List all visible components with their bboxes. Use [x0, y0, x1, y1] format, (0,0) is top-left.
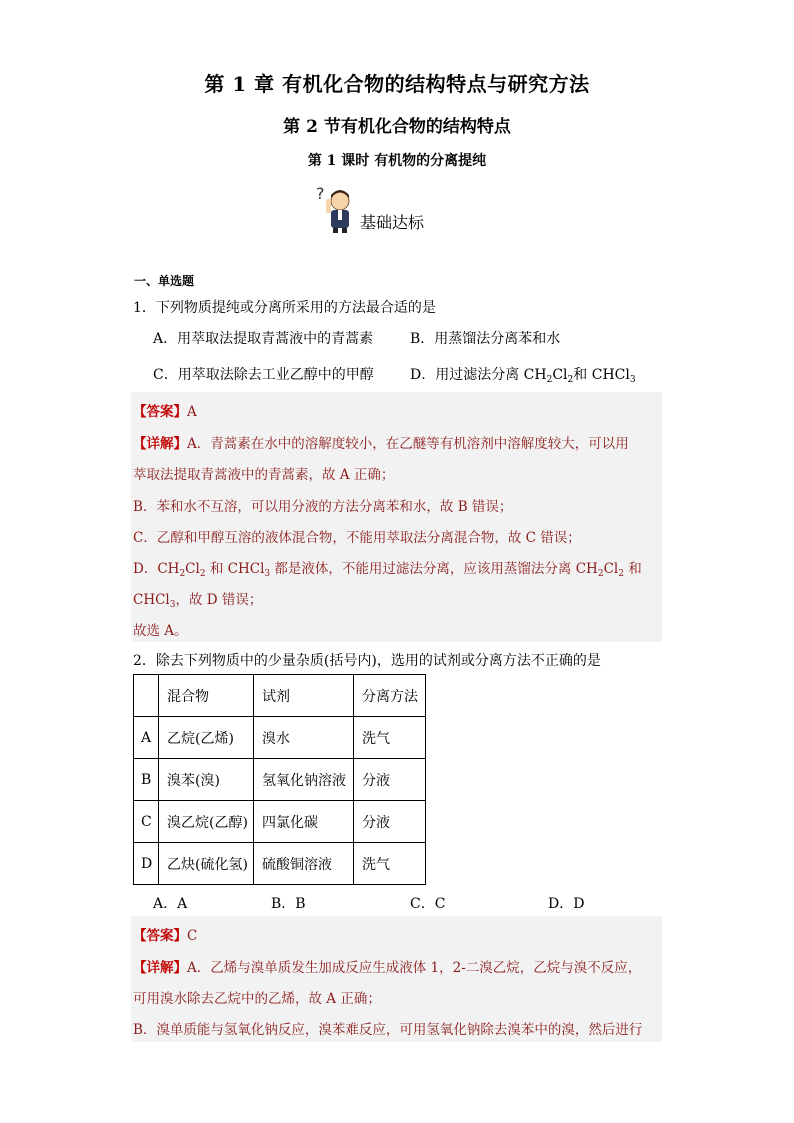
table-cell: 洗气: [354, 717, 426, 759]
table-cell: 乙炔(硫化氢): [159, 843, 254, 885]
table-cell: 溴乙烷(乙醇): [159, 801, 254, 843]
table-cell: B: [134, 759, 159, 801]
table-cell: 分液: [354, 801, 426, 843]
thinking-student-icon: [314, 185, 360, 233]
q2-option-a: A．A: [153, 896, 188, 912]
svg-text:?: ?: [316, 185, 325, 203]
q2-answer: 【答案】C: [133, 928, 198, 944]
table-cell: 四氯化碳: [254, 801, 354, 843]
q1-option-d: D．用过滤法分离 $CH_2Cl_2$和 CHCl$_3$: [410, 367, 636, 385]
q1-explanation-line-3: B．苯和水不互溶，可以用分液的方法分离苯和水，故 B 错误；: [133, 499, 513, 515]
table-row: [134, 759, 426, 801]
table-cell: 溴水: [254, 717, 354, 759]
table-cell: 氢氧化钠溶液: [254, 759, 354, 801]
q1-explanation-line-2: 萃取法提取青蒿液中的青蒿素，故 A 正确；: [133, 467, 395, 483]
table-cell: [134, 675, 159, 717]
table-cell: 硫酸铜溶液: [254, 843, 354, 885]
q1-option-c: C．用萃取法除去工业乙醇中的甲醇: [153, 367, 374, 383]
table-cell: D: [134, 843, 159, 885]
table-header: 试剂: [254, 675, 354, 717]
section-title: 第 2 节有机化合物的结构特点: [283, 117, 511, 137]
lesson-title: 第 1 课时 有机物的分离提纯: [307, 153, 487, 169]
q2-option-b: B．B: [271, 896, 306, 912]
chapter-title: 第 1 章 有机化合物的结构特点与研究方法: [204, 72, 590, 96]
q1-option-a: A．用萃取法提取青蒿液中的青蒿素: [153, 331, 374, 347]
table-header: 混合物: [159, 675, 254, 717]
badge-label: 基础达标: [360, 213, 425, 232]
question-2-stem: 2．除去下列物质中的少量杂质(括号内)，选用的试剂或分离方法不正确的是: [133, 653, 601, 669]
q1-explanation-line-5: D．$CH_2Cl_2$ 和 CHCl$_3$ 都是液体，不能用过滤法分离，应该用蒸馏法分离 $CH_2Cl_2$ 和: [133, 561, 642, 579]
table-cell: 乙烷(乙烯): [159, 717, 254, 759]
q2-option-d: D．D: [548, 896, 585, 912]
q2-explanation-line-1: 【详解】A．乙烯与溴单质发生加成反应生成液体 1，2-二溴乙烷，乙烷与溴不反应，: [133, 960, 642, 976]
section-heading: 一、单选题: [134, 274, 195, 288]
q1-option-b: B．用蒸馏法分离苯和水: [410, 331, 561, 347]
table-cell: A: [134, 717, 159, 759]
table-row: [134, 801, 426, 843]
q1-explanation-line-1: 【详解】A．青蒿素在水中的溶解度较小，在乙醚等有机溶剂中溶解度较大，可以用: [133, 436, 629, 452]
q1-answer: 【答案】A: [133, 404, 197, 420]
table-cell: 洗气: [354, 843, 426, 885]
table-row: [134, 717, 426, 759]
q1-explanation-line-4: C．乙醇和甲醇互溶的液体混合物，不能用萃取法分离混合物，故 C 错误；: [133, 530, 581, 546]
q2-explanation-line-3: B．溴单质能与氢氧化钠反应，溴苯难反应，可用氢氧化钠除去溴苯中的溴，然后进行: [133, 1022, 643, 1038]
q1-explanation-line-6: CHCl$_3$，故 D 错误；: [133, 592, 263, 610]
table-header: 分离方法: [354, 675, 426, 717]
q2-table: [133, 674, 426, 885]
table-row: [134, 843, 426, 885]
table-cell: 溴苯(溴): [159, 759, 254, 801]
q1-explanation-line-7: 故选 A。: [133, 623, 188, 639]
question-1-stem: 1．下列物质提纯或分离所采用的方法最合适的是: [133, 300, 436, 316]
table-cell: C: [134, 801, 159, 843]
table-header-row: [134, 675, 426, 717]
q2-option-c: C．C: [410, 896, 446, 912]
q2-explanation-line-2: 可用溴水除去乙烷中的乙烯，故 A 正确；: [133, 991, 381, 1007]
table-cell: 分液: [354, 759, 426, 801]
